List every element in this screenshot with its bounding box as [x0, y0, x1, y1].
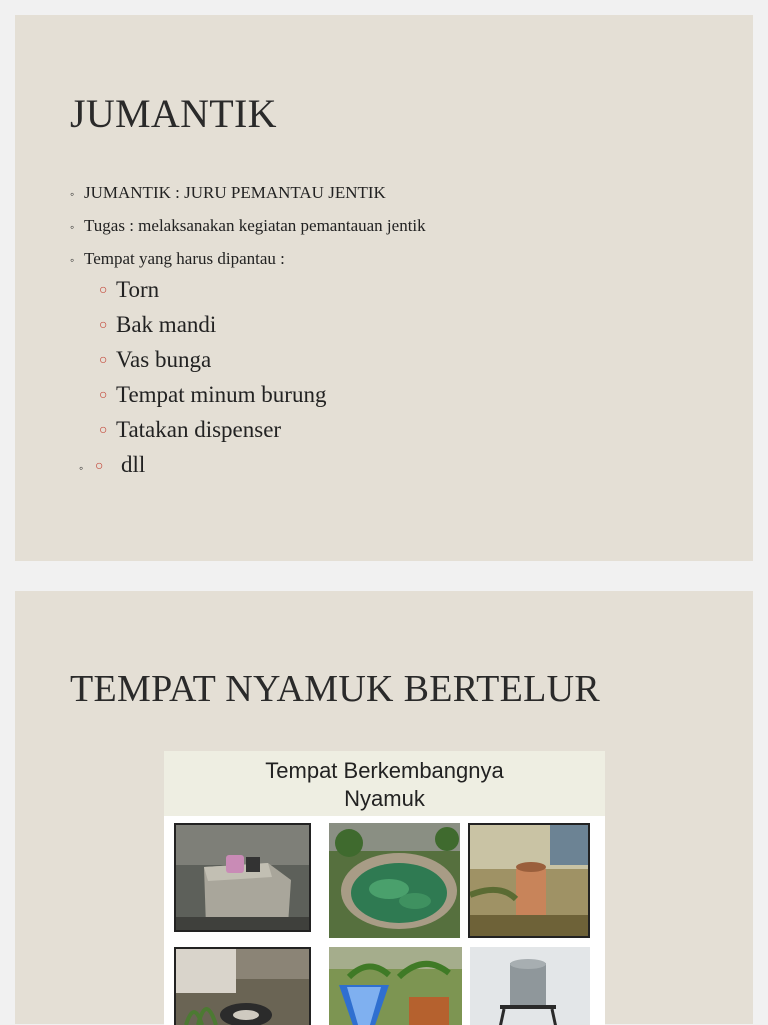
circle-bullet-icon: ○	[99, 423, 108, 438]
water-tower-photo	[470, 947, 590, 1025]
bullet-item	[70, 216, 426, 237]
bullet-text: Tempat yang harus dipantau :	[84, 249, 285, 268]
sub-bullet-item	[99, 416, 281, 445]
sub-bullet-text: Tempat minum burung	[116, 382, 327, 407]
plant-pot-drum-photo	[468, 823, 590, 938]
bullet-dot-icon: ◦	[70, 220, 75, 234]
image-caption	[164, 751, 605, 816]
sub-bullet-item	[79, 451, 145, 482]
sub-bullet-item	[99, 346, 211, 375]
sub-bullet-text: dll	[121, 452, 146, 477]
sub-bullet-text: Torn	[116, 277, 160, 302]
sub-bullet-text: Bak mandi	[116, 312, 217, 337]
circle-bullet-icon: ○	[99, 388, 108, 403]
bullet-dot-icon: ◦	[79, 461, 84, 475]
caption-line-2: Nyamuk	[344, 786, 425, 811]
flower-vase-photo	[329, 947, 462, 1025]
slide-tempat-nyamuk	[15, 591, 753, 1024]
sub-bullet-item	[99, 311, 216, 340]
bullet-text: JUMANTIK : JURU PEMANTAU JENTIK	[84, 183, 386, 202]
sub-bullet-item	[99, 276, 159, 305]
slide-title: JUMANTIK	[70, 91, 277, 136]
circle-bullet-icon: ○	[99, 283, 108, 298]
mosquito-breeding-image	[164, 751, 605, 1025]
slide-title: TEMPAT NYAMUK BERTELUR	[70, 668, 601, 710]
circle-bullet-icon: ○	[99, 353, 108, 368]
bathtub-tank-photo	[174, 823, 311, 932]
pond-photo	[329, 823, 460, 938]
sub-bullet-item	[99, 381, 326, 410]
bullet-item	[70, 249, 285, 270]
bullet-text: Tugas : melaksanakan kegiatan pemantauan jentik	[84, 216, 426, 235]
used-tire-graphic	[176, 949, 309, 1025]
caption-line-1: Tempat Berkembangnya	[265, 758, 504, 783]
water-tower-graphic	[470, 947, 590, 1025]
pond-graphic	[329, 823, 460, 938]
bathtub-tank-graphic	[176, 825, 309, 930]
sub-bullet-text: Tatakan dispenser	[116, 417, 282, 442]
circle-bullet-icon: ○	[99, 318, 108, 333]
circle-bullet-icon: ○	[95, 459, 104, 474]
bullet-dot-icon: ◦	[70, 253, 75, 267]
slide-jumantik	[15, 15, 753, 561]
plant-pot-drum-graphic	[470, 825, 588, 936]
sub-bullet-text: Vas bunga	[116, 347, 212, 372]
bullet-dot-icon: ◦	[70, 187, 75, 201]
flower-vase-graphic	[329, 947, 462, 1025]
bullet-item	[70, 183, 386, 204]
used-tire-photo	[174, 947, 311, 1025]
